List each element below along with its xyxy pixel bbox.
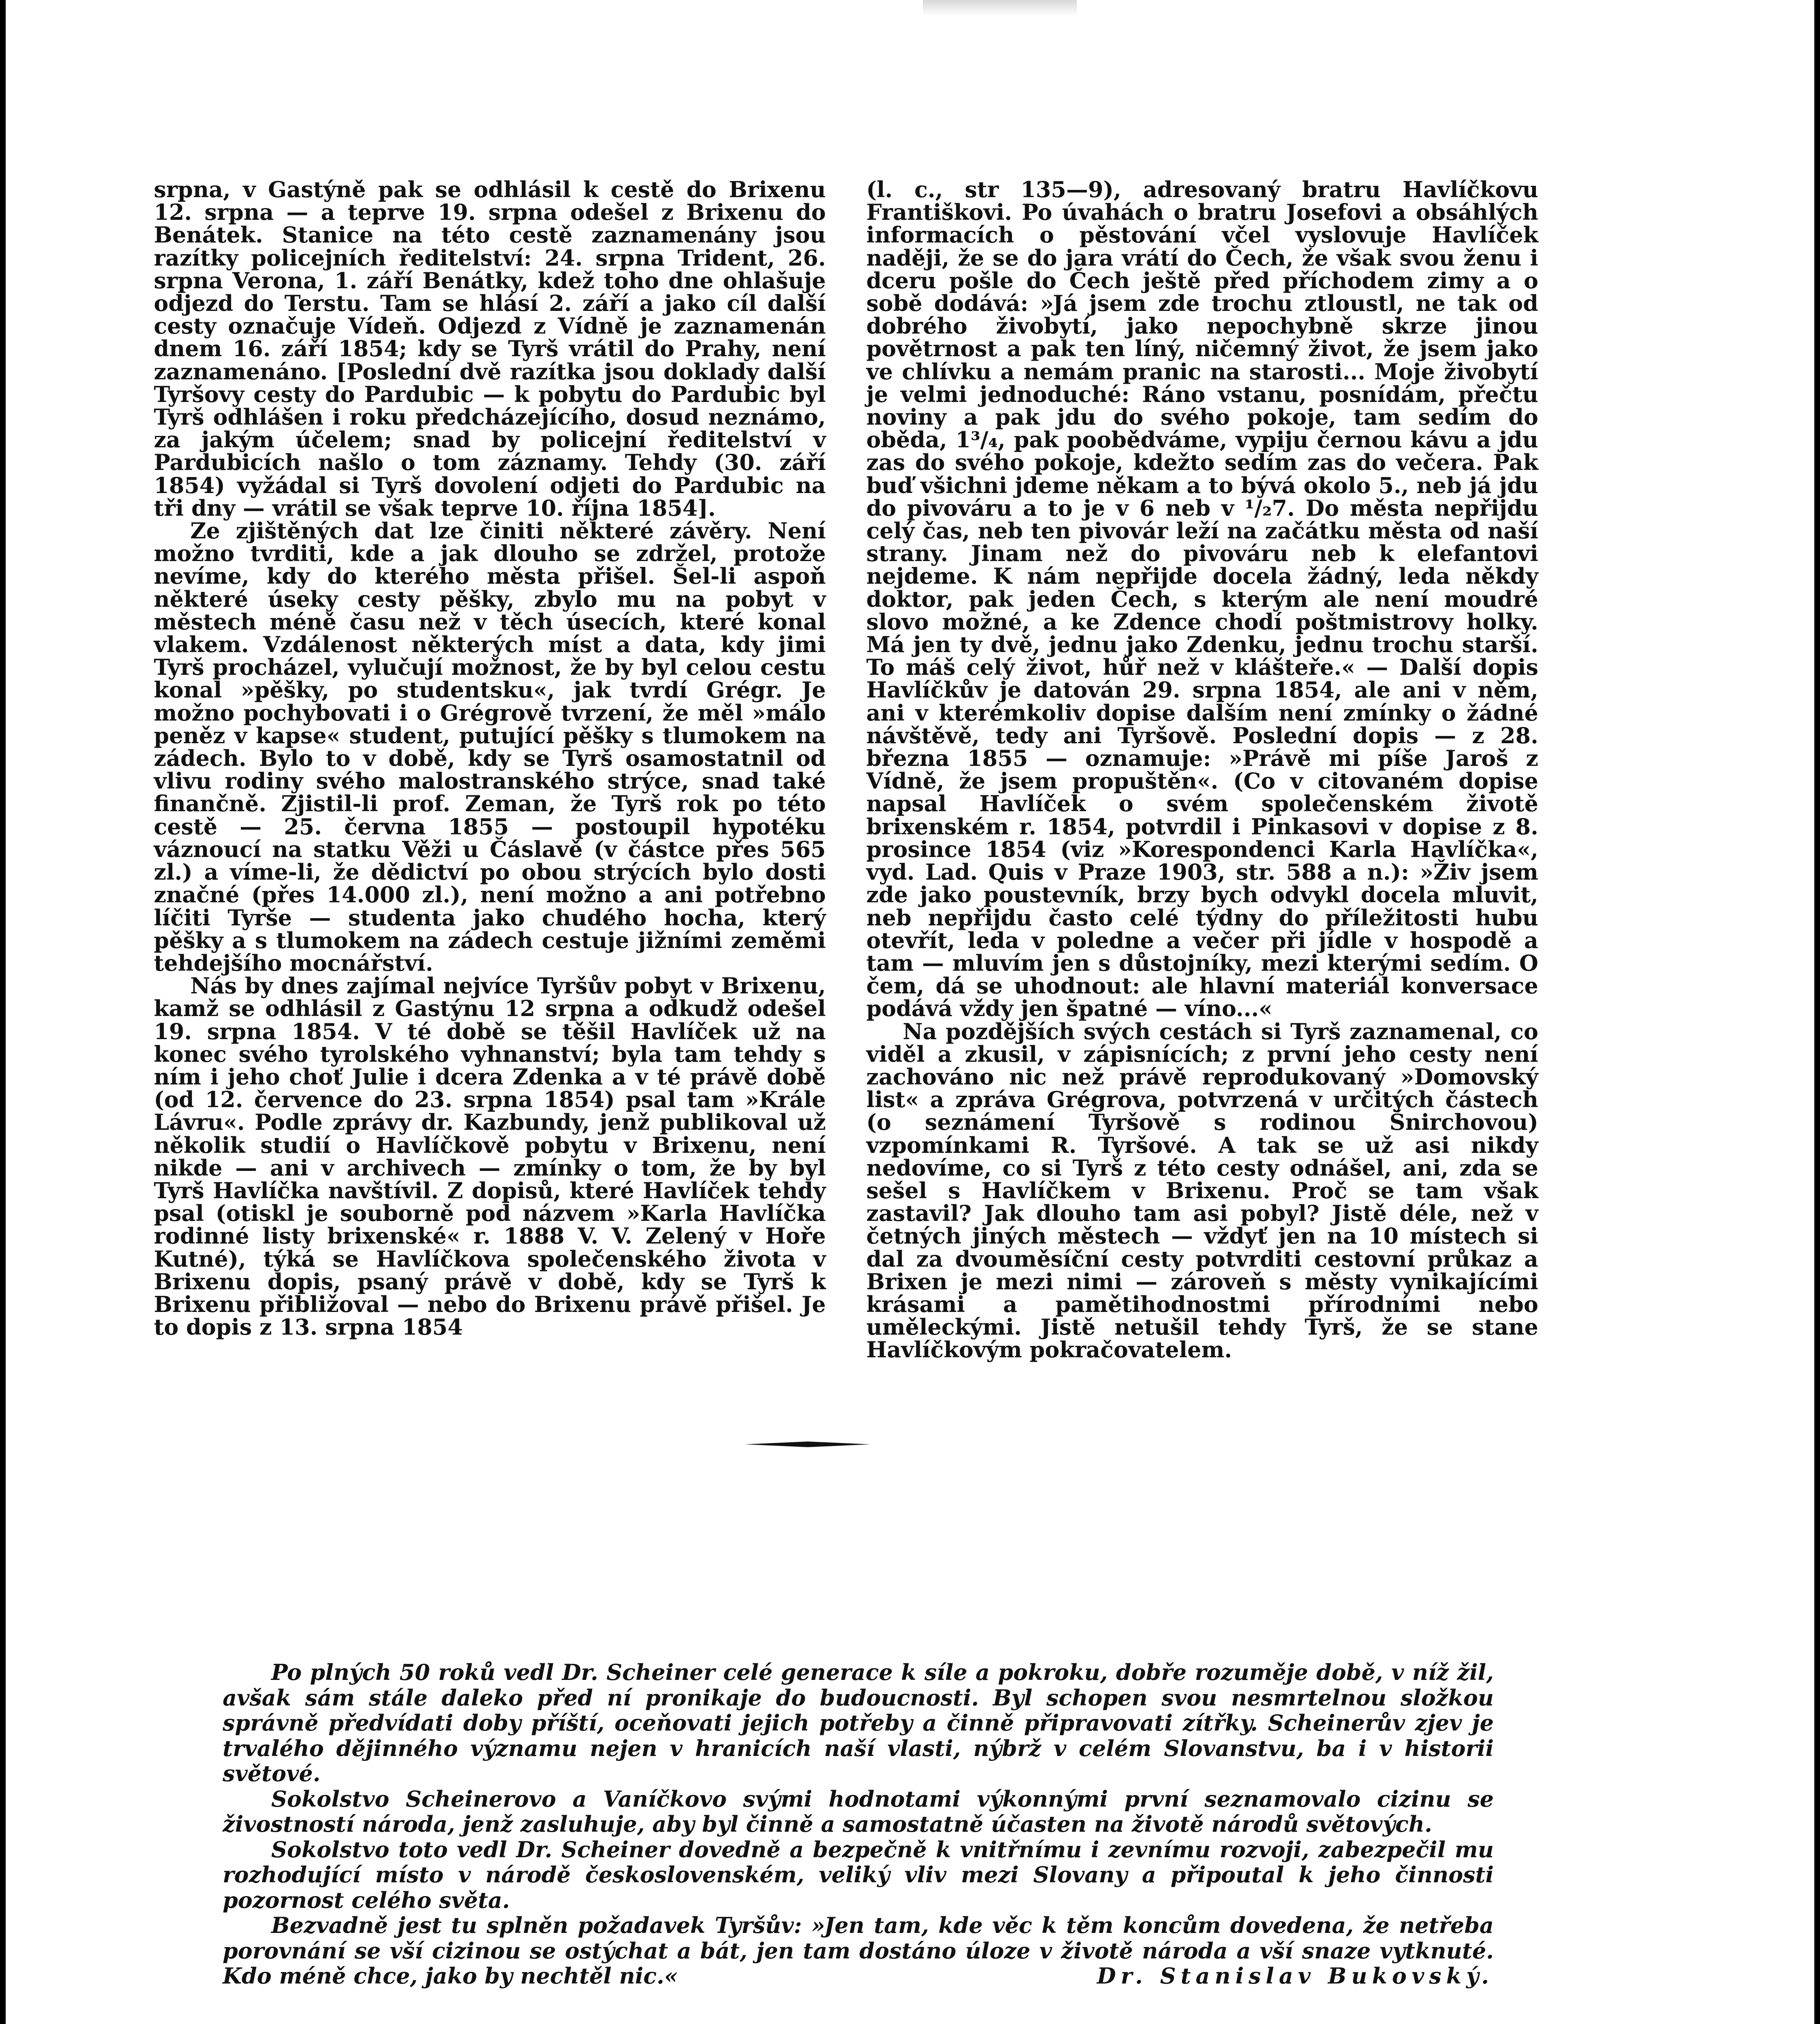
article-column-left [154, 178, 826, 1338]
tribute-paragraph: Bezvadně jest tu splněn požadavek Tyršův: »Jen tam, kde věc k těm koncům dovedena, že netřeba porovnání se vší cizinou se ostýchat a bát, jen tam dostáno úloze v životě národa a vší snaze vytknuté. Kdo méně chce, jako by nechtěl nic.« [223, 1912, 1494, 1989]
signature: Dr. Stanislav Bukovský. [1097, 1963, 1494, 1989]
tribute-text [223, 1660, 1494, 1989]
tribute-paragraph-final [223, 1913, 1494, 1989]
scan-mark-top [923, 0, 1077, 16]
tribute-paragraph: Sokolstvo toto vedl Dr. Scheiner dovedně a bezpečně k vnitřnímu i zevnímu rozvoji, zabezpečil mu rozhodující místo v národě československém, veliký vliv mezi Slovany a připoutal k jeho činnosti pozornost celého světa. [223, 1836, 1494, 1913]
paragraph: Ze zjištěných dat lze činiti některé závěry. Není možno tvrditi, kde a jak dlouho se zdržel, protože nevíme, kdy do kterého města přišel. Šel-li aspoň některé úseky cesty pěšky, zbylo mu na pobyt v městech méně času než v těch úsecích, které konal vlakem. Vzdálenost některých míst a data, kdy jimi Tyrš procházel, vylučují možnost, že by byl celou cestu konal »pěšky, po studentsku«, jak tvrdí Grégr. Je možno pochybovati i o Grégrově tvrzení, že měl »málo peněz v kapse« student, putující pěšky s tlumokem na zádech. Bylo to v době, kdy se Tyrš osamostatnil od vlivu rodiny svého malostranského strýce, snad také finančně. Zjistil-li prof. Zeman, že Tyrš rok po této cestě — 25. června 1855 — postoupil hypotéku váznoucí na statku Věži u Čáslavě (v částce přes 565 zl.) a víme-li, že dědictví po obou strýcích bylo dosti značné (přes 14.000 zl.), není možno a ani potřebno líčiti Tyrše — studenta jako chudého hocha, který pěšky a s tlumokem na zádech cestuje jižními zeměmi tehdejšího mocnářství. [154, 518, 826, 976]
article-column-right [866, 178, 1538, 1361]
section-divider [745, 1441, 870, 1447]
paragraph: Nás by dnes zajímal nejvíce Tyršův pobyt v Brixenu, kamž se odhlásil z Gastýnu 12 srpna a odkudž odešel 19. srpna 1854. V té době se těšil Havlíček už na konec svého tyrolského vyhnanství; byla tam tehdy s ním i jeho choť Julie i dcera Zdenka a v té právě době (od 12. července do 23. srpna 1854) psal tam »Krále Lávru«. Podle zprávy dr. Kazbundy, jenž publikoval už několik studií o Havlíčkově pobytu v Brixenu, není nikde — ani v archivech — zmínky o tom, že by byl Tyrš Havlíčka navštívil. Z dopisů, které Havlíček tehdy psal (otiskl je souborně pod názvem »Karla Havlíčka rodinné listy brixenské« r. 1888 V. V. Zelený v Hoře Kutné), týká se Havlíčkova společenského života v Brixenu dopis, psaný právě v době, kdy se Tyrš k Brixenu přibližoval — nebo do Brixenu právě přišel. Je to dopis z 13. srpna 1854 [154, 973, 826, 1340]
scan-border-left [0, 0, 6, 2024]
scan-border-right [1814, 0, 1820, 2024]
tribute-paragraph: Po plných 50 roků vedl Dr. Scheiner celé generace k síle a pokroku, dobře rozuměje době, v níž žil, avšak sám stále daleko před ní pronikaje do budoucnosti. Byl schopen svou nesmrtelnou složkou správně předvídati doby příští, oceňovati jejich potřeby a činně připravovati zítřky. Scheinerův zjev je trvalého dějinného významu nejen v hranicích naší vlasti, nýbrž v celém Slovanstvu, ba i v historii světové. [223, 1659, 1494, 1786]
paragraph: (l. c., str 135—9), adresovaný bratru Havlíčkovu Františkovi. Po úvahách o bratru Josefovi a obsáhlých informacích o pěstování včel vyslovuje Havlíček naději, že se do jara vrátí do Čech, že však svou ženu i dceru pošle do Čech ještě před příchodem zimy a o sobě dodává: »Já jsem zde trochu ztloustl, ne tak od dobrého živobytí, jako nepochybně skrze jinou povětrnost a pak ten líný, ničemný život, že jsem jako ve chlívku a nemám pranic na starosti... Moje živobytí je velmi jednoduché: Ráno vstanu, posnídám, přečtu noviny a pak jdu do svého pokoje, tam sedím do oběda, 1³/₄, pak poobědváme, vypiju černou kávu a jdu zas do svého pokoje, kdežto sedím zas do večera. Pak buď všichni jdeme někam a to bývá okolo 5., neb já jdu do pivováru a to je v 6 neb v ¹/₂7. Do města nepřijdu celý čas, neb ten pivovár leží na začátku města od naší strany. Jinam než do pivováru neb k elefantovi nejdeme. K nám nepřijde docela žádný, leda někdy doktor, pak jeden Čech, s kterým ale není moudré slovo možné, a ke Zdence chodí poštmistrovy holky. Má jen ty dvě, jednu jako Zdenku, jednu trochu starší. To máš celý život, hůř než v klášteře.« — Další dopis Havlíčkův je datován 29. srpna 1854, ale ani v něm, ani v kterémkoliv dopise dalším není zmínky o žádné návštěvě, tedy ani Tyršově. Poslední dopis — z 28. března 1855 — oznamuje: »Právě mi píše Jaroš z Vídně, že jsem propuštěn«. (Co v citovaném dopise napsal Havlíček o svém společenském životě brixenském r. 1854, potvrdil i Pinkasovi v dopise z 8. prosince 1854 (viz »Korespondenci Karla Havlíčka«, vyd. Lad. Quis v Praze 1903, str. 588 a n.): »Živ jsem zde jako poustevník, brzy bych odvykl docela mluvit, neb nepřijdu často celé týdny do příležitosti hubu otevřít, leda v poledne a večer při jídle v hospodě a tam — mluvím jen s důstojníky, mezi kterými sedím. O čem, dá se uhodnout: ale hlavní materiál konversace podává vždy jen špatné — víno...« [866, 176, 1538, 1022]
tribute-paragraph: Sokolstvo Scheinerovo a Vaníčkovo svými hodnotami výkonnými první seznamovalo cizinu se živostností národa, jenž zasluhuje, aby byl činně a samostatně účasten na životě národů světových. [223, 1786, 1494, 1837]
paragraph: Na pozdějších svých cestách si Tyrš zaznamenal, co viděl a zkusil, v zápisnících; z první jeho cesty není zachováno nic než právě reprodukovaný »Domovský list« a zpráva Grégrova, potvrzená v určitých částech (o seznámení Tyršově s rodinou Šnirchovou) vzpomínkami R. Tyršové. A tak se už asi nikdy nedovíme, co si Tyrš z této cesty odnášel, ani, zda se sešel s Havlíčkem v Brixenu. Proč se tam však zastavil? Jak dlouho tam asi pobyl? Jistě déle, než v četných jiných městech — vždyť jen na 10 místech si dal za dvouměsíční cesty potvrditi cestovní průkaz a Brixen je mezi nimi — zároveň s městy vynikajícími krásami a pamětihodnostmi přírodními nebo uměleckými. Jistě netušil tehdy Tyrš, že se stane Havlíčkovým pokračovatelem. [866, 1018, 1538, 1363]
paragraph: srpna, v Gastýně pak se odhlásil k cestě do Brixenu 12. srpna — a teprve 19. srpna odešel z Brixenu do Benátek. Stanice na této cestě zaznamenány jsou razítky policejních ředitelství: 24. srpna Trident, 26. srpna Verona, 1. září Benátky, kdež toho dne ohlašuje odjezd do Terstu. Tam se hlásí 2. září a jako cíl další cesty označuje Vídeň. Odjezd z Vídně je zaznamenán dnem 16. září 1854; kdy se Tyrš vrátil do Prahy, není zaznamenáno. [Poslední dvě razítka jsou doklady další Tyršovy cesty do Pardubic — k pobytu do Pardubic byl Tyrš odhlášen i roku předcházejícího, dosud neznámo, za jakým účelem; snad by policejní ředitelství v Pardubicích našlo o tom záznamy. Tehdy (30. září 1854) vyžádal si Tyrš dovolení odjeti do Pardubic na tři dny — vrátil se však teprve 10. října 1854]. [154, 176, 826, 521]
